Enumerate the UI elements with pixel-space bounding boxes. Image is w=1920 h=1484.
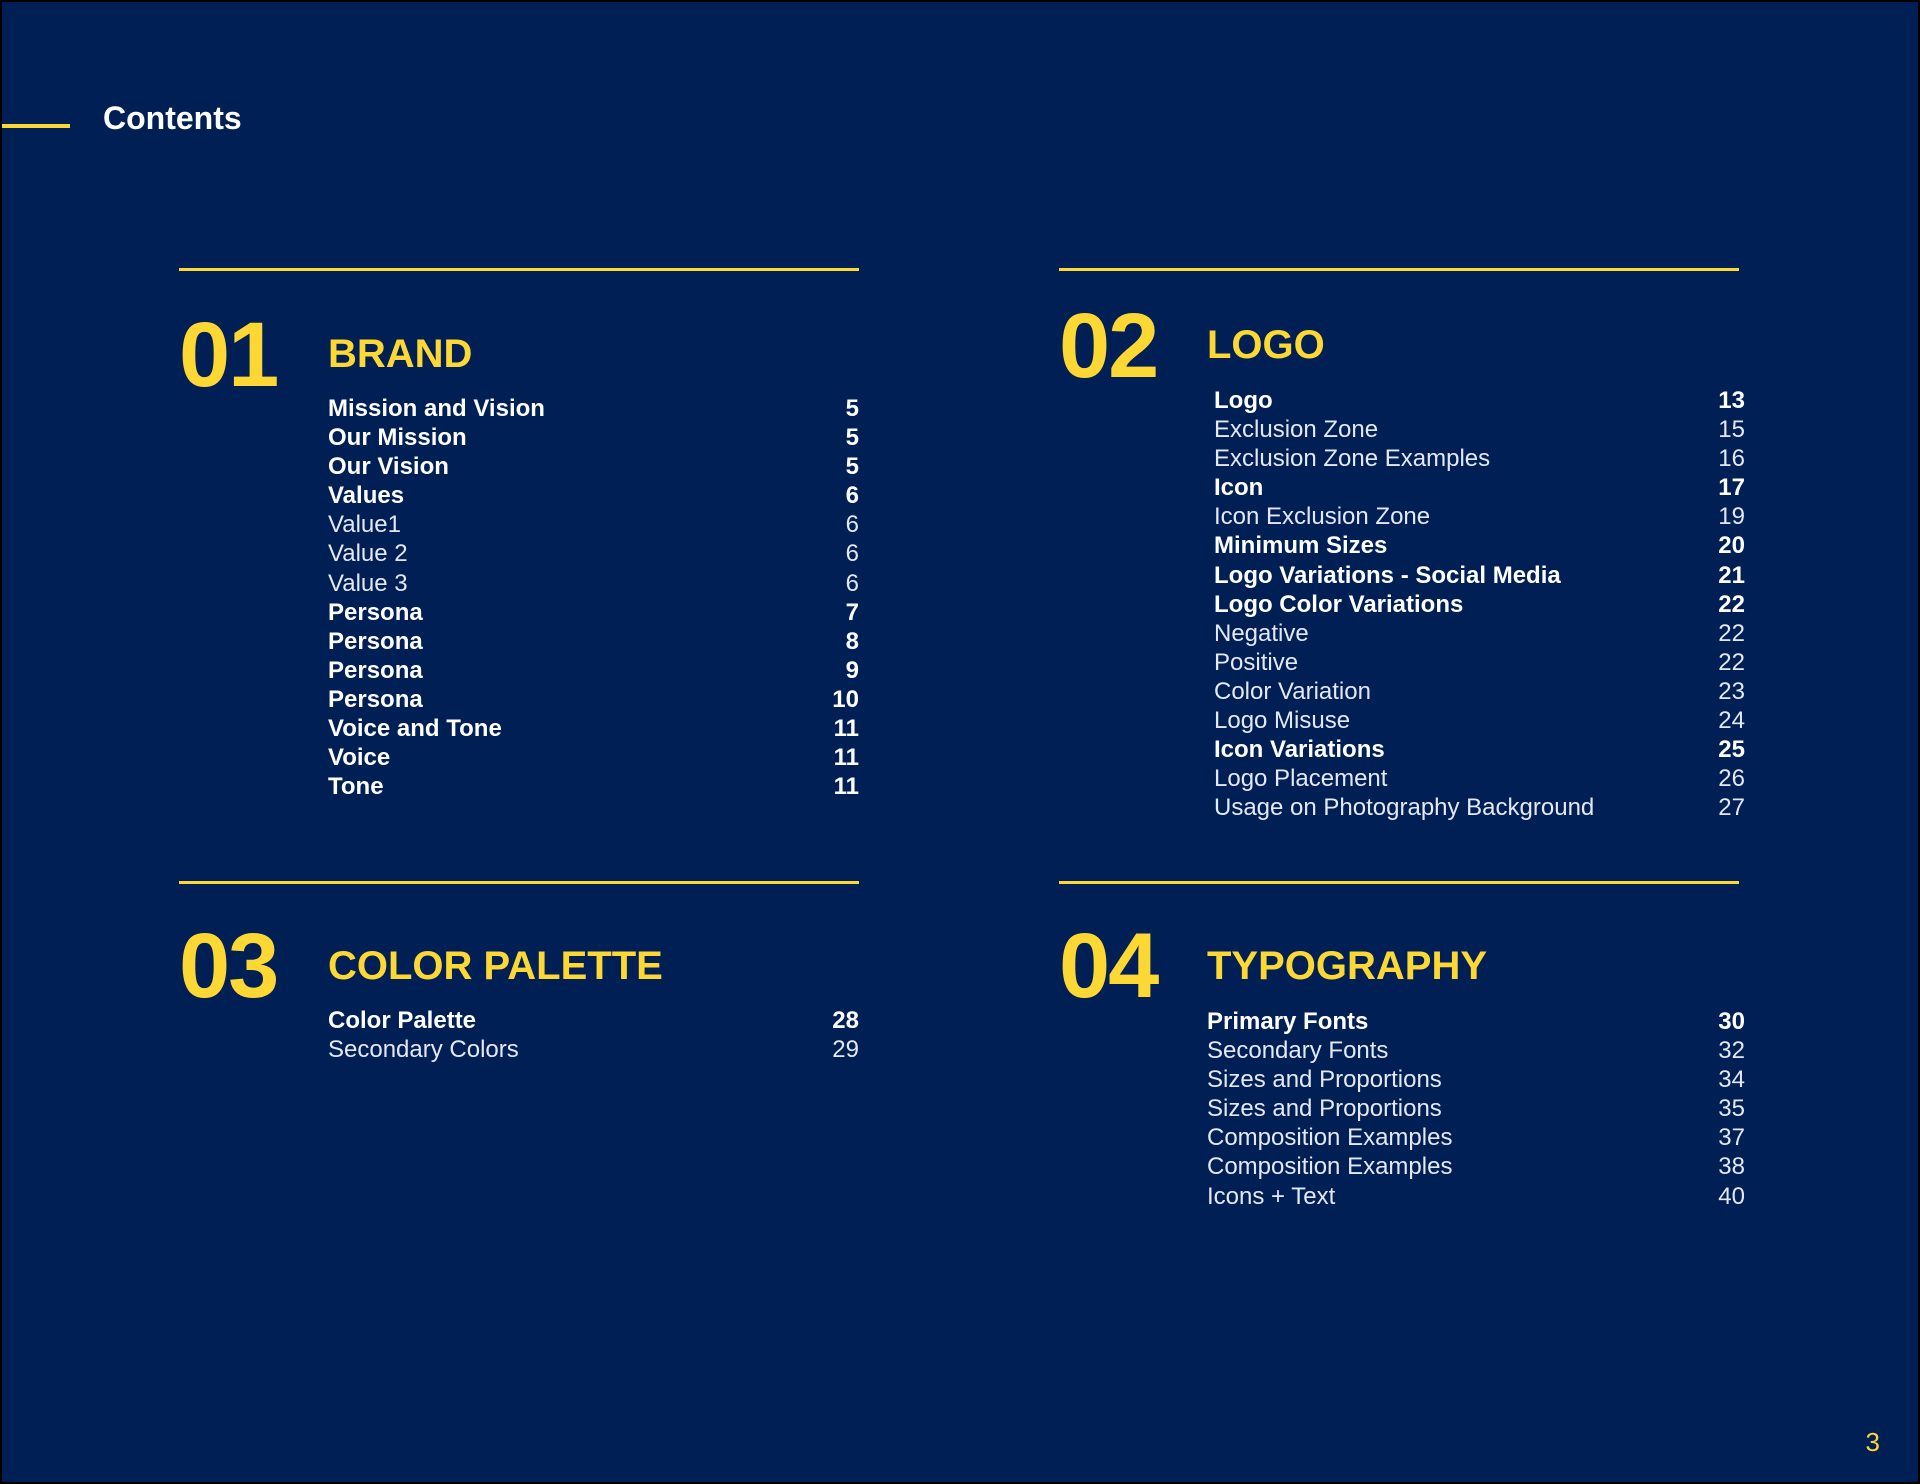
toc-entry[interactable] [328,685,859,714]
toc-entry-label: Voice [328,744,391,772]
section-1-toc [328,394,859,801]
toc-entry-label: Persona [328,656,423,684]
toc-entry[interactable] [1207,1182,1745,1211]
section-2-toc [1214,386,1745,822]
toc-entry-page: 8 [845,627,859,655]
toc-entry-label: Our Mission [328,424,467,452]
toc-entry[interactable] [328,394,859,423]
section-2-title: LOGO [1207,323,1325,367]
toc-entry-label: Sizes and Proportions [1207,1066,1442,1094]
toc-entry-page: 26 [1718,765,1745,793]
toc-entry-label: Value 3 [328,569,408,597]
toc-entry-label: Composition Examples [1207,1124,1453,1152]
toc-entry[interactable] [1214,793,1745,822]
toc-entry-page: 11 [833,744,859,772]
toc-entry[interactable] [328,1006,859,1035]
toc-entry-page: 30 [1718,1008,1745,1035]
toc-entry-label: Mission and Vision [328,395,545,422]
toc-entry-page: 6 [845,569,859,597]
toc-entry-label: Logo [1214,387,1273,414]
toc-entry-label: Logo Color Variations [1214,590,1464,618]
toc-entry-page: 34 [1718,1066,1745,1094]
toc-entry-label: Value 2 [328,540,408,568]
section-4-toc [1207,1007,1745,1211]
toc-entry-label: Values [328,482,405,510]
toc-entry-page: 35 [1718,1095,1745,1123]
toc-entry[interactable] [1214,590,1745,619]
toc-entry[interactable] [1214,648,1745,677]
toc-entry-label: Composition Examples [1207,1153,1453,1181]
toc-entry[interactable] [328,510,859,539]
toc-entry-page: 9 [845,656,859,684]
toc-entry-page: 24 [1718,707,1745,735]
toc-entry[interactable] [1214,473,1745,502]
toc-entry[interactable] [1207,1123,1745,1152]
section-1-number: 01 [179,304,278,406]
toc-entry-label: Persona [328,627,423,655]
toc-entry-label: Exclusion Zone [1214,416,1379,444]
section-3-rule [179,881,859,884]
toc-entry-page: 17 [1718,474,1745,502]
toc-entry-page: 7 [845,598,859,626]
toc-entry[interactable] [328,714,859,743]
toc-entry-page: 5 [845,395,859,422]
toc-entry[interactable] [1214,677,1745,706]
toc-entry[interactable] [1207,1152,1745,1181]
toc-entry[interactable] [328,598,859,627]
toc-entry-label: Our Vision [328,453,449,481]
toc-entry-page: 28 [832,1007,859,1034]
section-1-rule [179,268,859,271]
toc-entry-label: Secondary Colors [328,1036,519,1064]
toc-entry-page: 27 [1718,794,1745,822]
toc-entry[interactable] [1214,561,1745,590]
toc-entry-label: Icon Exclusion Zone [1214,503,1431,531]
toc-entry-page: 20 [1718,532,1745,560]
toc-entry[interactable] [1207,1094,1745,1123]
toc-entry-label: Logo Placement [1214,765,1388,793]
toc-entry-page: 5 [845,453,859,481]
toc-entry-label: Exclusion Zone Examples [1214,445,1491,473]
section-4-title: TYPOGRAPHY [1207,944,1488,988]
toc-entry-label: Positive [1214,648,1299,676]
toc-entry[interactable] [1214,619,1745,648]
page-title: Contents [103,100,242,136]
toc-entry-page: 22 [1718,590,1745,618]
toc-entry[interactable] [1207,1036,1745,1065]
section-2-rule [1059,268,1739,271]
toc-entry[interactable] [1214,735,1745,764]
toc-entry-page: 32 [1718,1037,1745,1065]
toc-entry-page: 5 [845,424,859,452]
section-4-number: 04 [1059,915,1158,1017]
toc-entry-label: Sizes and Proportions [1207,1095,1442,1123]
toc-entry-page: 25 [1718,736,1745,764]
toc-entry[interactable] [1214,386,1745,415]
toc-entry-page: 11 [833,773,859,801]
toc-entry-page: 11 [833,715,859,743]
toc-entry-page: 6 [845,511,859,539]
toc-entry[interactable] [1214,502,1745,531]
toc-entry-label: Secondary Fonts [1207,1037,1389,1065]
toc-entry-label: Primary Fonts [1207,1008,1369,1035]
toc-entry-page: 16 [1718,445,1745,473]
section-3-toc [328,1006,859,1064]
toc-entry[interactable] [328,569,859,598]
section-1-title: BRAND [328,332,473,376]
toc-entry-label: Icons + Text [1207,1182,1336,1210]
toc-entry-page: 6 [845,482,859,510]
toc-entry-label: Persona [328,685,423,713]
toc-entry[interactable] [328,743,859,772]
toc-entry[interactable] [1214,706,1745,735]
toc-entry-page: 10 [832,685,859,713]
toc-entry[interactable] [328,423,859,452]
toc-entry-label: Icon [1214,474,1264,502]
toc-entry[interactable] [1207,1007,1745,1036]
toc-entry-page: 21 [1718,561,1745,589]
section-4-rule [1059,881,1739,884]
toc-entry[interactable] [328,539,859,568]
toc-entry[interactable] [328,627,859,656]
toc-entry-label: Logo Misuse [1214,707,1351,735]
toc-entry-page: 6 [845,540,859,568]
toc-entry-page: 37 [1718,1124,1745,1152]
toc-entry-label: Voice and Tone [328,715,502,743]
toc-entry-label: Tone [328,773,384,801]
toc-entry-page: 29 [832,1036,859,1064]
toc-entry-label: Minimum Sizes [1214,532,1388,560]
toc-entry[interactable] [328,481,859,510]
section-3-number: 03 [179,915,278,1017]
toc-entry[interactable] [328,1035,859,1064]
section-2-number: 02 [1059,295,1158,397]
header-accent-bar [2,124,70,128]
toc-entry[interactable] [328,772,859,801]
page-number: 3 [1865,1427,1880,1457]
toc-entry[interactable] [1214,531,1745,560]
toc-entry-label: Icon Variations [1214,736,1385,764]
toc-entry-page: 22 [1718,648,1745,676]
toc-entry[interactable] [328,656,859,685]
toc-entry[interactable] [1214,444,1745,473]
toc-entry-page: 19 [1718,503,1745,531]
toc-entry-page: 15 [1718,416,1745,444]
toc-entry-label: Persona [328,598,423,626]
toc-entry[interactable] [1207,1065,1745,1094]
toc-entry-page: 22 [1718,619,1745,647]
toc-entry-page: 23 [1718,677,1745,705]
section-3-title: COLOR PALETTE [328,944,663,988]
toc-entry[interactable] [1214,764,1745,793]
toc-entry[interactable] [328,452,859,481]
toc-entry-label: Logo Variations - Social Media [1214,561,1561,589]
toc-entry-page: 13 [1718,387,1745,414]
toc-entry-page: 40 [1718,1182,1745,1210]
toc-entry-page: 38 [1718,1153,1745,1181]
toc-entry-label: Value1 [328,511,401,539]
toc-entry-label: Negative [1214,619,1309,647]
toc-entry[interactable] [1214,415,1745,444]
toc-entry-label: Color Palette [328,1007,477,1034]
toc-entry-label: Usage on Photography Background [1214,794,1595,822]
toc-entry-label: Color Variation [1214,677,1371,705]
